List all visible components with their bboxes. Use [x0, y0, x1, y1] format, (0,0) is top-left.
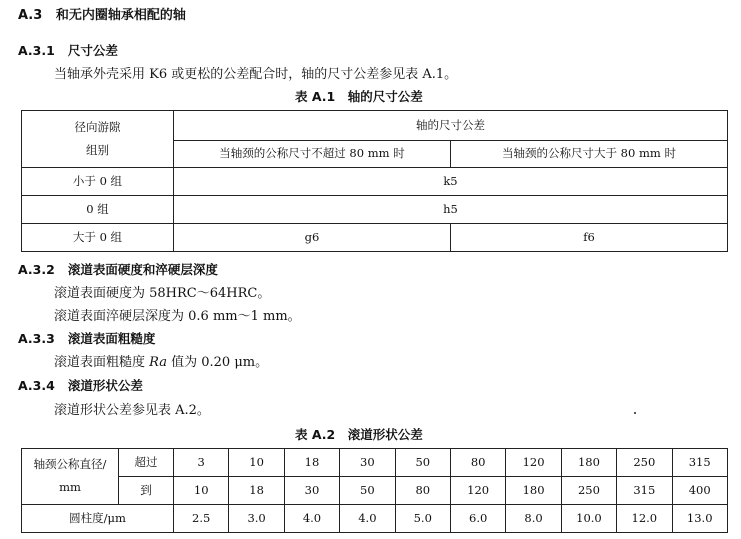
table2-over-cell: 18	[284, 449, 339, 477]
table2-tol-cell: 6.0	[450, 505, 505, 533]
section-heading-a31	[18, 41, 118, 59]
paragraph-a32-1: 滚道表面硬度为 58HRC～64HRC。	[54, 286, 271, 301]
section-title: 尺寸公差	[67, 43, 118, 58]
table2-tol-cell: 4.0	[284, 505, 339, 533]
paragraph-text: 滚道表面粗糙度	[54, 355, 150, 370]
table2-tol-cell: 13.0	[672, 505, 727, 533]
table2-over-cell: 30	[340, 449, 395, 477]
table1-header-sub2: 当轴颈的公称尺寸大于 80 mm 时	[451, 141, 728, 168]
table2-over-cell: 120	[506, 449, 561, 477]
table2-to-cell: 400	[672, 477, 727, 505]
table1-header-sub1: 当轴颈的公称尺寸不超过 80 mm 时	[174, 141, 451, 168]
section-number: A.3	[18, 8, 43, 23]
paragraph-text: 值为 0.20 μm。	[166, 355, 269, 370]
section-title: 滚道形状公差	[67, 378, 143, 393]
table2-tol-cell: 3.0	[229, 505, 284, 533]
table1-cell: h5	[174, 196, 728, 224]
table2-to-cell: 10	[174, 477, 229, 505]
table2-tol-cell: 4.0	[340, 505, 395, 533]
table2-to-cell: 315	[617, 477, 672, 505]
table2-over-cell: 50	[395, 449, 450, 477]
section-heading-a33	[18, 329, 155, 347]
table1-row-label: 小于 0 组	[22, 168, 174, 196]
table2-tol-label: 圆柱度/μm	[22, 505, 174, 533]
table2-tol-cell: 12.0	[617, 505, 672, 533]
table2-to-label: 到	[119, 477, 174, 505]
table2-over-cell: 80	[450, 449, 505, 477]
table1-cell: f6	[451, 224, 728, 252]
table2-tol-cell: 5.0	[395, 505, 450, 533]
table1-caption: 表 A.1 轴的尺寸公差	[295, 89, 423, 104]
section-heading-a34	[18, 376, 143, 394]
section-number: A.3.2	[18, 262, 55, 277]
header-line: 径向游隙	[74, 119, 121, 134]
section-heading-a3	[18, 4, 186, 23]
table2-over-cell: 180	[561, 449, 616, 477]
table2-to-cell: 30	[284, 477, 339, 505]
table2-row-header	[22, 449, 119, 505]
table1-cell: k5	[174, 168, 728, 196]
section-heading-a32	[18, 260, 218, 278]
table-a2	[21, 448, 728, 533]
section-number: A.3.4	[18, 378, 55, 393]
table2-over-cell: 250	[617, 449, 672, 477]
section-number: A.3.3	[18, 331, 55, 346]
header-line: mm	[59, 480, 81, 494]
table2-to-cell: 180	[506, 477, 561, 505]
table1-row-label: 大于 0 组	[22, 224, 174, 252]
table2-tol-cell: 2.5	[174, 505, 229, 533]
paragraph-a31: 当轴承外壳采用 K6 或更松的公差配合时，轴的尺寸公差参见表 A.1。	[54, 67, 458, 82]
table2-over-cell: 315	[672, 449, 727, 477]
table2-over-cell: 3	[174, 449, 229, 477]
section-title: 和无内圈轴承相配的轴	[55, 8, 186, 23]
table2-tol-cell: 10.0	[561, 505, 616, 533]
paragraph-a33	[54, 351, 268, 370]
section-title: 滚道表面粗糙度	[67, 331, 156, 346]
table1-row-label: 0 组	[22, 196, 174, 224]
table2-caption: 表 A.2 滚道形状公差	[295, 427, 423, 442]
table2-to-cell: 80	[395, 477, 450, 505]
header-line: 轴颈公称直径/	[33, 457, 107, 472]
table2-over-cell: 10	[229, 449, 284, 477]
paragraph-a34: 滚道形状公差参见表 A.2。	[54, 403, 210, 418]
section-title: 滚道表面硬度和淬硬层深度	[67, 262, 218, 277]
table1-header-group: 轴的尺寸公差	[174, 111, 728, 141]
table2-to-cell: 18	[229, 477, 284, 505]
table1-header-left	[22, 111, 174, 168]
header-line: 组别	[86, 142, 109, 157]
table2-over-label: 超过	[119, 449, 174, 477]
table2-to-cell: 250	[561, 477, 616, 505]
table1-cell: g6	[174, 224, 451, 252]
scan-speck	[634, 412, 636, 414]
section-number: A.3.1	[18, 43, 55, 58]
table2-to-cell: 120	[450, 477, 505, 505]
table2-to-cell: 50	[340, 477, 395, 505]
table2-tol-cell: 8.0	[506, 505, 561, 533]
paragraph-a32-2: 滚道表面淬硬层深度为 0.6 mm～1 mm。	[54, 309, 301, 324]
table-a1	[21, 110, 728, 252]
roughness-symbol: Ra	[149, 355, 167, 370]
